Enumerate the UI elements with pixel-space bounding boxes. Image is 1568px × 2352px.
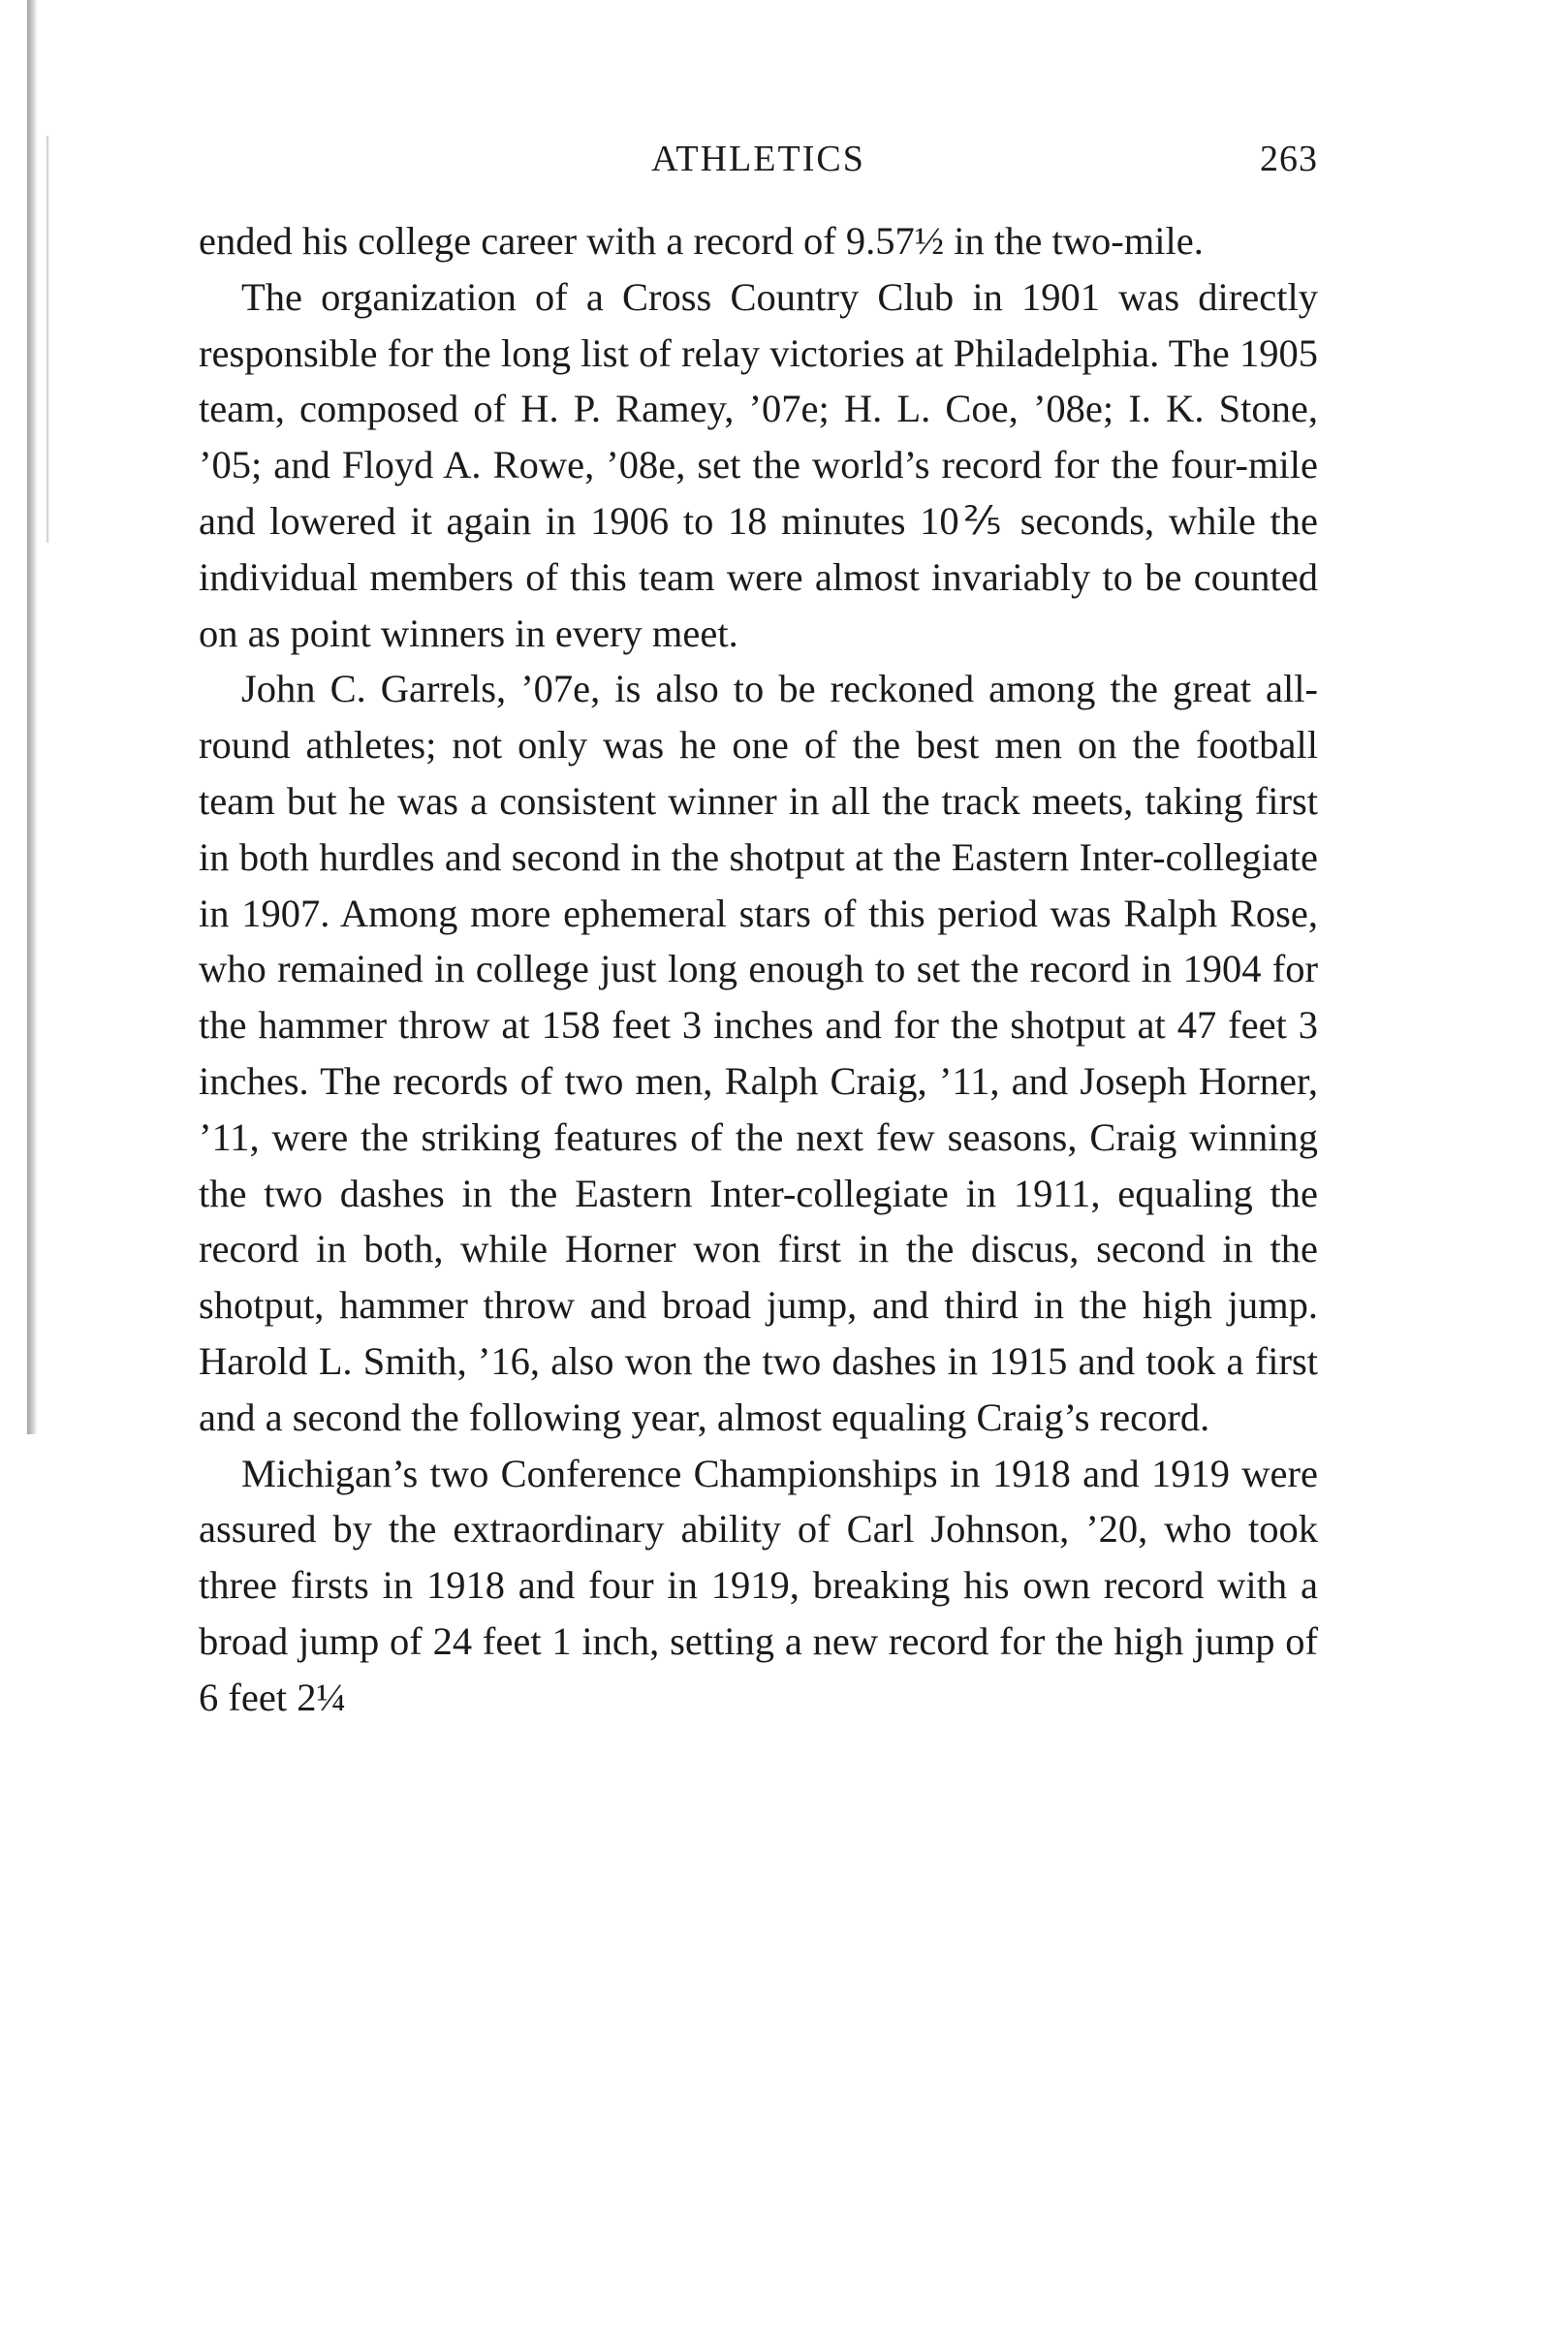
paragraph-johnson: Michigan’s two Conference Championships in 1918 and 1919 were assured by the extraordinary ability of Carl Johnson, ’20, who took three firsts in 1918 and four in 1919, breaking his own record with a broad jump of 24 feet 1 inch, setting a new record for the high jump of 6 feet 2¼: [199, 1451, 1318, 1719]
page-number: 263: [1260, 139, 1318, 179]
binding-gutter-shadow: [27, 0, 37, 1434]
paragraph-cross-country: The organization of a Cross Country Club in 1901 was directly responsible for the long list of relay victories at Philadelphia. The 1905 team, composed of H. P. Ramey, ’07e; H. L. Coe, ’08e; I. K. Stone, ’05; and Floyd A. Rowe, ’08e, set the world’s record for the four-mile and lowered it again in 1906 to 18 minutes 10⅖ seconds, while the individual members of this team were almost invariably to be counted on as point winners in every meet.: [199, 274, 1318, 655]
paragraph-garrels: John C. Garrels, ’07e, is also to be reckoned among the great all-round athletes; not only was he one of the best men on the football team but he was a consistent winner in all the track meets, taking first in both hurdles and second in the shotput at the Eastern Inter-collegiate in 1907. Among more ephemeral stars of this period was Ralph Rose, who remained in college just long enough to set the record in 1904 for the hammer throw at 158 feet 3 inches and for the shotput at 47 feet 3 inches. The records of two men, Ralph Craig, ’11, and Joseph Horner, ’11, were the striking features of the next few seasons, Craig winning the two dashes in the Eastern Inter-collegiate in 1911, equaling the record in both, while Horner won first in the discus, second in the shotput, hammer throw and broad jump, and third in the high jump. Harold L. Smith, ’16, also won the two dashes in 1915 and took a first and a second the following year, almost equaling Craig’s record.: [199, 667, 1318, 1439]
running-title: ATHLETICS: [651, 139, 865, 179]
body-text: [199, 213, 1318, 1726]
binding-edge-line: [47, 136, 49, 543]
running-header: [199, 138, 1318, 196]
paragraph-continuation: ended his college career with a record of 9.57½ in the two-mile.: [199, 219, 1204, 263]
